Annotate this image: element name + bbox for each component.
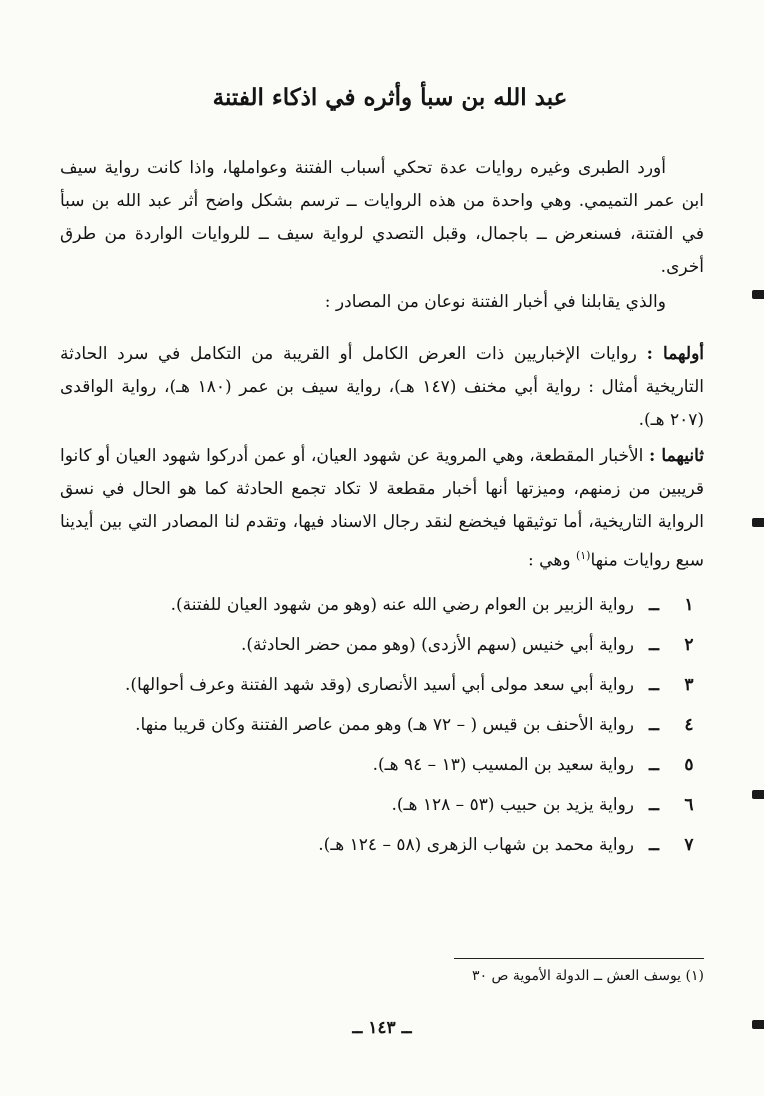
page-number: ــ ١٤٣ ــ bbox=[352, 1018, 412, 1038]
item-text: رواية الزبير بن العوام رضي الله عنه (وهو من شهود العيان للفتنة). bbox=[170, 594, 634, 615]
binding-mark bbox=[752, 518, 764, 527]
item-dash: ــ bbox=[649, 674, 659, 695]
item-number: ٧ bbox=[684, 834, 694, 855]
item-text: رواية أبي سعد مولى أبي أسيد الأنصارى (وقد شهد الفتنة وعرف أحوالها). bbox=[125, 674, 634, 695]
footnote-divider bbox=[454, 958, 704, 959]
list-item bbox=[60, 745, 704, 785]
paragraph-first-type bbox=[60, 338, 704, 437]
item-text: رواية محمد بن شهاب الزهرى (٥٨ – ١٢٤ هـ). bbox=[318, 834, 634, 855]
binding-mark bbox=[752, 290, 764, 299]
list-item bbox=[60, 585, 704, 625]
item-dash: ــ bbox=[649, 714, 659, 735]
item-dash: ــ bbox=[649, 834, 659, 855]
paragraph-intro: أورد الطبرى وغيره روايات عدة تحكي أسباب الفتنة وعواملها، واذا كانت رواية سيف ابن عمر التميمي. وهي واحدة من هذه الروايات ــ ترسم بشكل واضح أثر عبد الله بن سبأ في الفتنة، فسنعرض ــ باجمال، وقبل التصدي لرواية سيف ــ للروايات الواردة من طرق أخرى. bbox=[60, 158, 704, 277]
first-type-text: روايات الإخباريين ذات العرض الكامل أو القريبة من التكامل في سرد الحادثة التاريخية أمثال : رواية أبي مخنف (١٤٧ هـ)، رواية سيف بن عمر (١٨٠ هـ)، رواية الواقدى (٢٠٧ هـ). bbox=[60, 344, 704, 430]
second-type-tail: وهي : bbox=[528, 550, 576, 571]
page-title: عبد الله بن سبأ وأثره في اذكاء الفتنة bbox=[212, 84, 568, 111]
item-number: ٣ bbox=[684, 674, 694, 695]
second-type-text: الأخبار المقطعة، وهي المروية عن شهود العيان، أو عمن أدركوا شهود العيان أو كانوا قريبين من زمنهم، وميزتها أنها أخبار مقطعة لا تكاد تجمع الحادثة كما هو الحال في نسق الرواية التاريخية، أما توثيقها فيخضع لنقد رجال الاسناد فيها، وتقدم لنا المصادر التي بين أيدينا سبع روايات منها bbox=[60, 446, 704, 571]
paragraph-sources: والذي يقابلنا في أخبار الفتنة نوعان من المصادر : bbox=[324, 292, 666, 312]
list-item bbox=[60, 625, 704, 665]
first-type-lead: أولهما : bbox=[646, 344, 704, 364]
item-dash: ــ bbox=[649, 754, 659, 775]
item-number: ٥ bbox=[684, 754, 694, 775]
list-item bbox=[60, 785, 704, 825]
item-dash: ــ bbox=[649, 634, 659, 655]
binding-mark bbox=[752, 790, 764, 799]
item-number: ٦ bbox=[684, 794, 694, 815]
footnote: (١) يوسف العش ــ الدولة الأموية ص ٣٠ bbox=[472, 968, 704, 984]
list-item bbox=[60, 705, 704, 745]
item-text: رواية يزيد بن حبيب (٥٣ – ١٢٨ هـ). bbox=[391, 794, 634, 815]
list-item bbox=[60, 665, 704, 705]
item-text: رواية سعيد بن المسيب (١٣ – ٩٤ هـ). bbox=[372, 754, 634, 775]
item-number: ١ bbox=[684, 594, 694, 615]
item-number: ٤ bbox=[684, 714, 694, 735]
item-number: ٢ bbox=[684, 634, 694, 655]
second-type-lead: ثانيهما : bbox=[649, 446, 705, 466]
paragraph-second-type bbox=[60, 440, 704, 578]
item-text: رواية الأحنف بن قيس ( – ٧٢ هـ) وهو ممن عاصر الفتنة وكان قريبا منها. bbox=[135, 714, 634, 735]
item-dash: ــ bbox=[649, 794, 659, 815]
list-item bbox=[60, 825, 704, 865]
item-dash: ــ bbox=[649, 594, 659, 615]
item-text: رواية أبي خنيس (سهم الأزدى) (وهو ممن حضر الحادثة). bbox=[240, 634, 634, 655]
binding-mark bbox=[752, 1020, 764, 1029]
footnote-reference: (١) bbox=[575, 549, 591, 562]
narrations-list bbox=[60, 585, 704, 865]
